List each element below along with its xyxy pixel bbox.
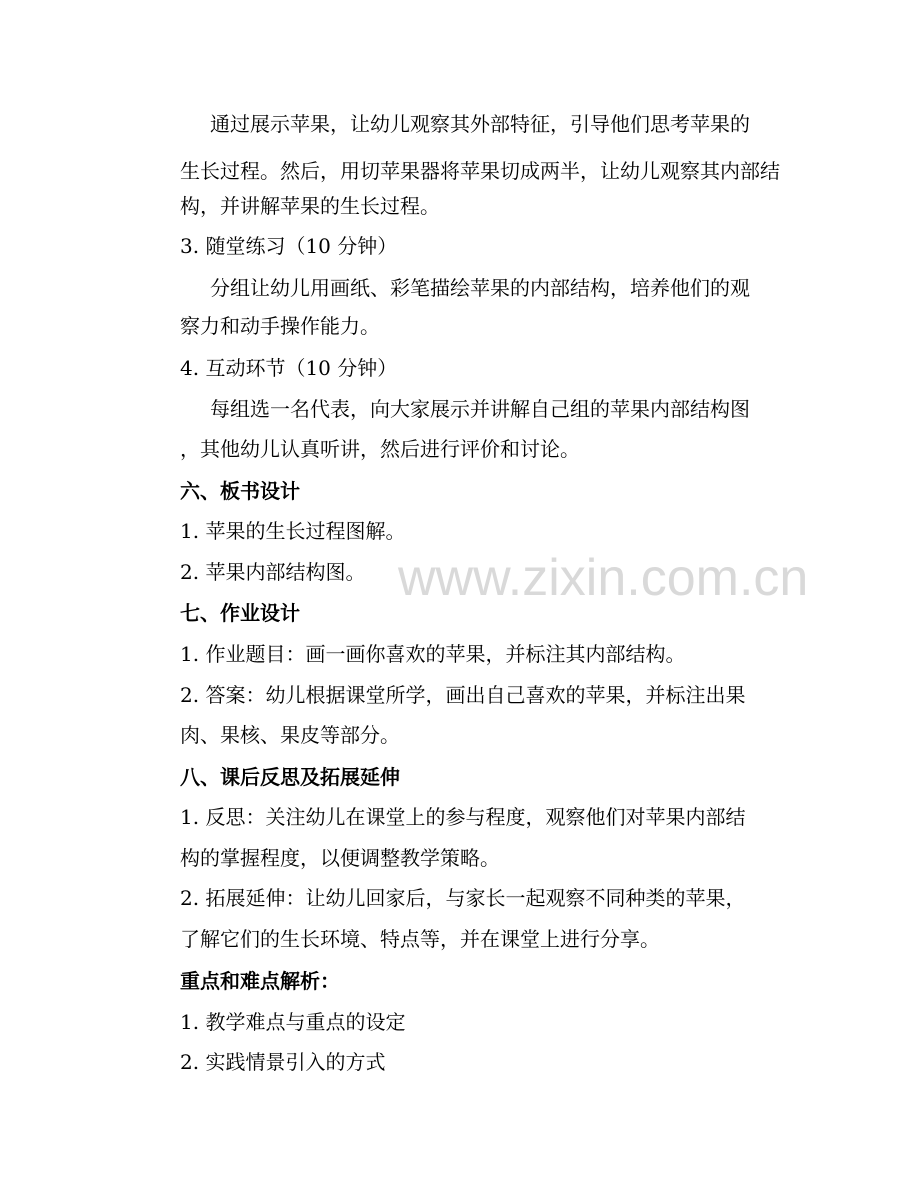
list-item: 3. 随堂练习（10 分钟）: [180, 234, 398, 258]
list-item: 1. 苹果的生长过程图解。: [180, 519, 406, 543]
paragraph-line: ，其他幼儿认真听讲，然后进行评价和讨论。: [180, 437, 580, 461]
paragraph-line: 了解它们的生长环境、特点等，并在课堂上进行分享。: [180, 927, 660, 951]
paragraph-line: 每组选一名代表，向大家展示并讲解自己组的苹果内部结构图: [210, 397, 750, 421]
list-item: 2. 拓展延伸：让幼儿回家后，与家长一起观察不同种类的苹果，: [180, 886, 746, 910]
paragraph-line: 构的掌握程度，以便调整教学策略。: [180, 846, 500, 870]
watermark: www.zixin.com.cn: [398, 549, 809, 607]
paragraph-line: 通过展示苹果，让幼儿观察其外部特征，引导他们思考苹果的: [210, 112, 750, 136]
section-heading: 六、板书设计: [180, 479, 300, 503]
section-heading: 七、作业设计: [180, 601, 300, 625]
paragraph-line: 构，并讲解苹果的生长过程。: [180, 194, 440, 218]
list-item: 1. 教学难点与重点的设定: [180, 1010, 406, 1034]
paragraph-line: 生长过程。然后，用切苹果器将苹果切成两半，让幼儿观察其内部结: [180, 159, 780, 183]
paragraph-line: 察力和动手操作能力。: [180, 314, 380, 338]
list-item: 2. 苹果内部结构图。: [180, 560, 366, 584]
list-item: 1. 作业题目：画一画你喜欢的苹果，并标注其内部结构。: [180, 642, 686, 666]
section-heading: 八、课后反思及拓展延伸: [180, 765, 400, 789]
list-item: 2. 答案：幼儿根据课堂所学，画出自己喜欢的苹果，并标注出果: [180, 683, 746, 707]
list-item: 4. 互动环节（10 分钟）: [180, 356, 398, 380]
list-item: 2. 实践情景引入的方式: [180, 1050, 386, 1074]
list-item: 1. 反思：关注幼儿在课堂上的参与程度，观察他们对苹果内部结: [180, 805, 746, 829]
section-heading: 重点和难点解析：: [180, 969, 340, 993]
paragraph-line: 分组让幼儿用画纸、彩笔描绘苹果的内部结构，培养他们的观: [210, 276, 750, 300]
paragraph-line: 肉、果核、果皮等部分。: [180, 723, 400, 747]
